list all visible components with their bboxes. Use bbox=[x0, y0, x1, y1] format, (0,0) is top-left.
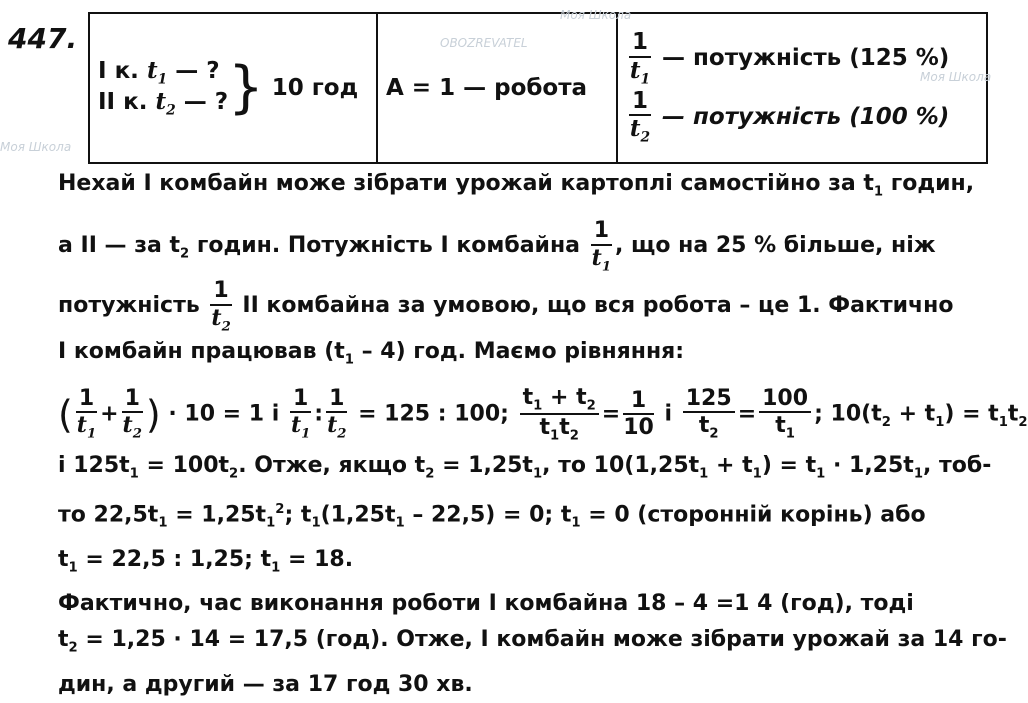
watermark: Моя Школа bbox=[0, 140, 72, 154]
row1-q: — ? bbox=[175, 58, 220, 85]
watermark: Моя Школа bbox=[920, 70, 992, 84]
line-7: то $22,5t_1 = 1,25t_1^2$; $t_1(1,25t_1 - 22,5) = 0$; $t_1 = 0$ (сторонній корінь) або bbox=[58, 502, 926, 531]
row2-q: — ? bbox=[183, 89, 229, 115]
power2-label: — потужність (100 %) bbox=[662, 103, 950, 130]
solution-text bbox=[58, 166, 1028, 703]
brace-icon: } bbox=[228, 55, 264, 120]
line-4: I комбайн працював $(t_1 - 4)$ год. Маємо рівняння: bbox=[58, 339, 685, 368]
watermark: Моя Школа bbox=[560, 8, 632, 22]
work-text: A = 1 — робота bbox=[386, 75, 588, 101]
power-cell bbox=[617, 13, 987, 163]
line-2: а II — за $t_2$ годин. Потужність I комбайна $\frac{1}{t_1}$ , що на 25 % більше, ніж bbox=[58, 218, 936, 275]
line-1: Нехай I комбайн може зібрати урожай картоплі самостійно за $t_1$ годин, bbox=[58, 171, 975, 200]
problem-number: 447. bbox=[8, 22, 78, 55]
line-6: і $125t_1 = 100t_2$. Отже, якщо $t_2 = 1,25t_1$, то $10(1,25t_1 + t_1) = t_1 \cdot 1,25t_1$, тоб- bbox=[58, 452, 992, 482]
line-3: потужність $\frac{1}{t_2}$ II комбайна за умовою, що вся робота – це 1. Фактично bbox=[58, 278, 954, 334]
row2-label: II к. bbox=[98, 89, 148, 115]
line-11: дин, а другий — за 17 год 30 хв. bbox=[58, 671, 473, 697]
fraction-1-t1: $\frac{1}{t_1}$ bbox=[629, 29, 651, 88]
line-9: Фактично, час виконання роботи I комбайна 18 – 4 =1 4 (год), тоді bbox=[58, 591, 914, 617]
row1-label: I к. bbox=[98, 58, 139, 85]
line-5-equations: ( $\frac{1}{t_1}$ + $\frac{1}{t_2}$ ) · 10 = 1 і $\frac{1}{t_1}$ : $\frac{1}{t_2}$ = 125 : 100; $\frac{t_1 + t_2}{t_1t_2}$ = $\frac{1}{10}$ і $\frac{125}{t_2}$ = $\frac{100}{t_1}$ ; $10(t_2 + t_1) = t_1t_2$ bbox=[58, 384, 1028, 444]
given-table bbox=[88, 12, 988, 164]
given-cell-times: I к. $t_1$ — ? II к. $t_2$ — ? } 10 год bbox=[89, 13, 377, 163]
fraction-1-t2: $\frac{1}{t_2}$ bbox=[629, 88, 651, 147]
line-8: $t_1 = 22,5$ : 1,25; $t_1 = 18$. bbox=[58, 546, 354, 576]
power1-label: — потужність (125 %) bbox=[662, 45, 950, 72]
watermark: OBOZREVATEL bbox=[440, 36, 528, 50]
line-10: $t_2 = 1,25 \cdot 14 = 17,5$ (год). Отже, I комбайн може зібрати урожай за 14 го- bbox=[58, 627, 1007, 656]
total-time: 10 год bbox=[271, 75, 359, 101]
